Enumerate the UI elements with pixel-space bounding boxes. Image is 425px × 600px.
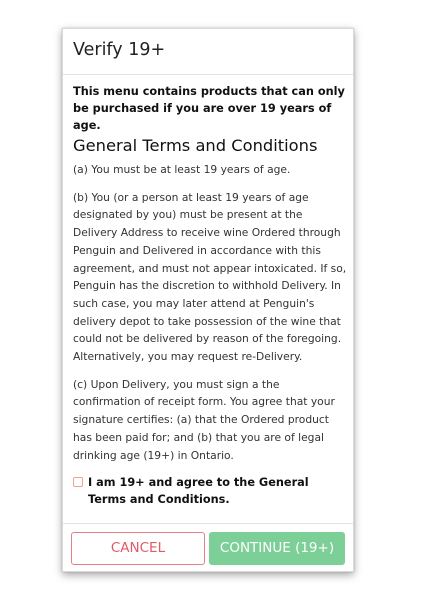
modal-footer — [63, 523, 353, 573]
terms-heading: General Terms and Conditions — [73, 136, 318, 155]
cancel-button[interactable]: CANCEL — [71, 532, 205, 565]
modal-body — [73, 83, 349, 474]
verify-age-modal — [62, 28, 354, 572]
modal-title: Verify 19+ — [73, 40, 166, 60]
term-b: (b) You (or a person at least 19 years of age designated by you) must be present at the Delivery Address to receive wine Ordered through Penguin and Delivered in accordance with this agreement, and must not appear intoxicated. If so, Penguin has the discretion to withhold Delivery. In such case, you may later attend at Penguin's delivery depot to take possession of the wine that could not be delivered by reason of the foregoing. Alternatively, you may request re-Delivery. — [73, 190, 347, 364]
continue-button[interactable]: CONTINUE (19+) — [209, 532, 345, 565]
agree-label[interactable]: I am 19+ and agree to the General Terms and Conditions. — [88, 476, 309, 506]
term-c: (c) Upon Delivery, you must sign a the confirmation of receipt form. You agree that your signature certifies: (a) that the Ordered product has been paid for; and (b) that you are of legal drinking age (19+) in Ontario. — [73, 377, 335, 462]
age-notice: This menu contains products that can only be purchased if you are over 19 years of age. — [73, 85, 345, 132]
term-a: (a) You must be at least 19 years of age. — [73, 163, 291, 176]
agree-checkbox[interactable] — [73, 477, 83, 487]
modal-header — [63, 29, 353, 75]
agree-row[interactable] — [73, 474, 343, 508]
